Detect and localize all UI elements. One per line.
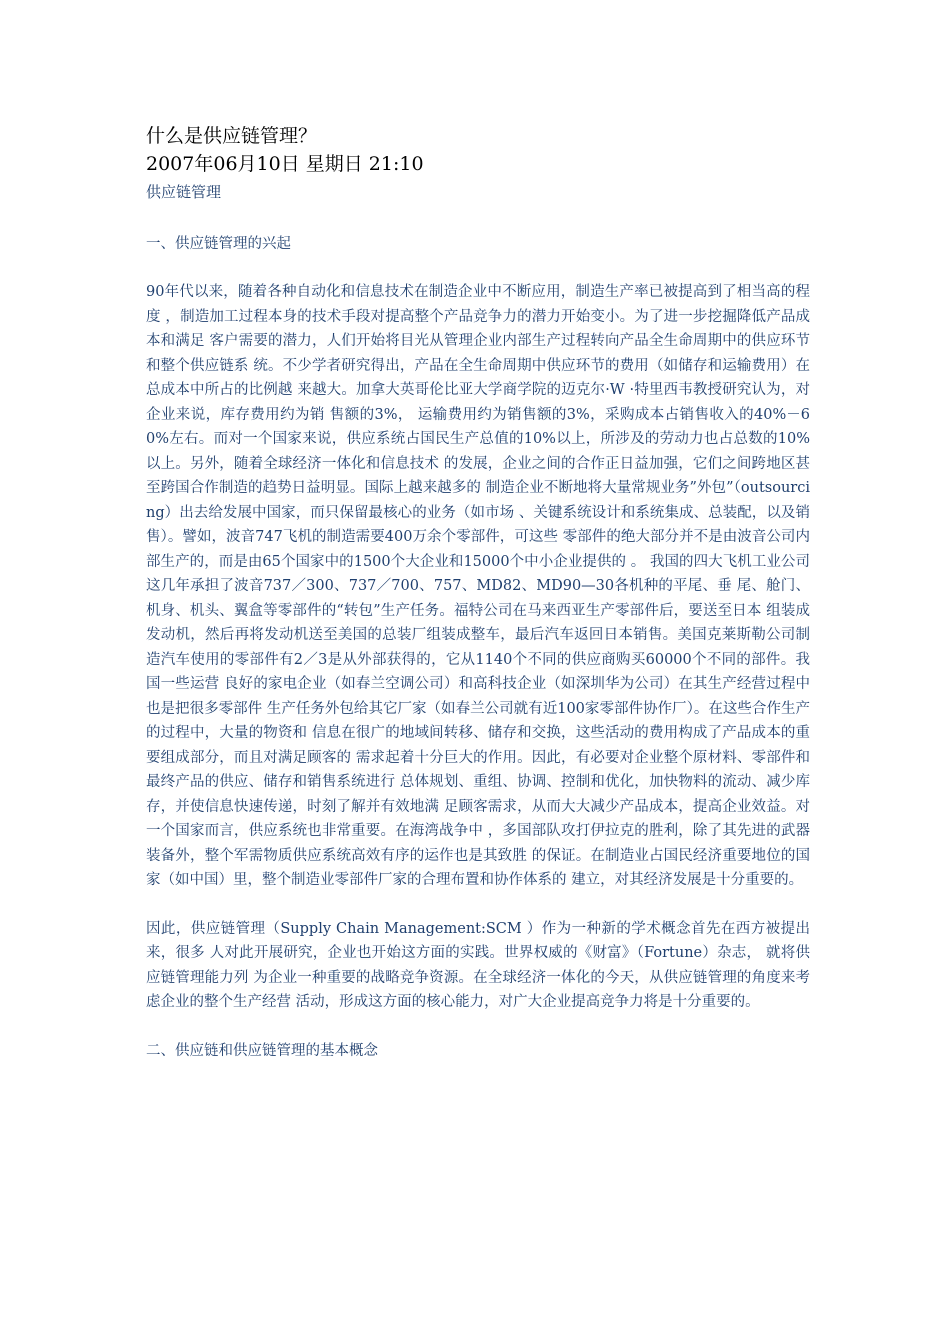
section-1-paragraph-1: 90年代以来，随着各种自动化和信息技术在制造企业中不断应用，制造生产率已被提高到了相当高的程度 ，制造加工过程本身的技术手段对提高整个产品竞争力的潜力开始变小。为了进一步挖掘降低产品成本和满足 客户需要的潜力，人们开始将目光从管理企业内部生产过程转向产品全生命周期中的供应环节和整个供应链系 统。不少学者研究得出，产品在全生命周期中供应环节的费用（如储存和运输费用）在总成本中所占的比例越 来越大。加拿大英哥伦比亚大学商学院的迈克尔·W ·特里西韦教授研究认为，对企业来说，库存费用约为销 售额的3%， 运输费用约为销售额的3%，采购成本占销售收入的40%－60%左右。而对一个国家来说，供应系统占国民生产总值的10%以上，所涉及的劳动力也占总数的10%以上。另外，随着全球经济一体化和信息技术 的发展，企业之间的合作正日益加强，它们之间跨地区甚至跨国合作制造的趋势日益明显。国际上越来越多的 制造企业不断地将大量常规业务”外包”（outsourcing）出去给发展中国家，而只保留最核心的业务（如市场 、关键系统设计和系统集成、总装配，以及销售）。譬如，波音747飞机的制造需要400万余个零部件，可这些 零部件的绝大部分并不是由波音公司内部生产的，而是由65个国家中的1500个大企业和15000个中小企业提供的 。 我国的四大飞机工业公司这几年承担了波音737／300、737／700、757、MD82、MD90—30各机种的平尾、垂 尾、舱门、机身、机头、翼盒等零部件的“转包”生产任务。福特公司在马来西亚生产零部件后，要送至日本 组装成发动机，然后再将发动机送至美国的总装厂组装成整车，最后汽车返回日本销售。美国克莱斯勒公司制 造汽车使用的零部件有2／3是从外部获得的，它从1140个不同的供应商购买60000个不同的部件。我国一些运营 良好的家电企业（如春兰空调公司）和高科技企业（如深圳华为公司）在其生产经营过程中也是把很多零部件 生产任务外包给其它厂家（如春兰公司就有近100家零部件协作厂）。在这些合作生产的过程中，大量的物资和 信息在很广的地域间转移、储存和交换，这些活动的费用构成了产品成本的重要组成部分，而且对满足顾客的 需求起着十分巨大的作用。因此，有必要对企业整个原材料、零部件和最终产品的供应、储存和销售系统进行 总体规划、重组、协调、控制和优化，加快物料的流动、减少库存，并使信息快速传递，时刻了解并有效地满 足顾客需求，从而大大减少产品成本，提高企业效益。对一个国家而言，供应系统也非常重要。在海湾战争中 ，多国部队攻打伊拉克的胜利，除了其先进的武器装备外，整个军需物质供应系统高效有序的运作也是其致胜 的保证。在制造业占国民经济重要地位的国家（如中国）里，整个制造业零部件厂家的合理布置和协作体系的 建立，对其经济发展是十分重要的。 xyxy=(146,284,810,888)
section-heading-1: 一、供应链管理的兴起 xyxy=(146,236,291,252)
page-title: 什么是供应链管理？ xyxy=(146,125,318,147)
section-1-paragraph-2: 因此，供应链管理（Supply Chain Management:SCM ）作为一种新的学术概念首先在西方被提出来，很多 人对此开展研究，企业也开始这方面的实践。世界权威的《财富》（Fortune）杂志， 就将供应链管理能力列 为企业一种重要的战略竞争资源。在全球经济一体化的今天，从供应链管理的角度来考虑企业的整个生产经营 活动，形成这方面的核心能力，对广大企业提高竞争力将是十分重要的。 xyxy=(146,920,810,1010)
section-heading-2: 二、供应链和供应链管理的基本概念 xyxy=(146,1042,378,1059)
category-label: 供应链管理 xyxy=(146,183,222,201)
post-date: 2007年06月10日 星期日 21:10 xyxy=(146,153,424,175)
document-page xyxy=(146,122,810,1087)
